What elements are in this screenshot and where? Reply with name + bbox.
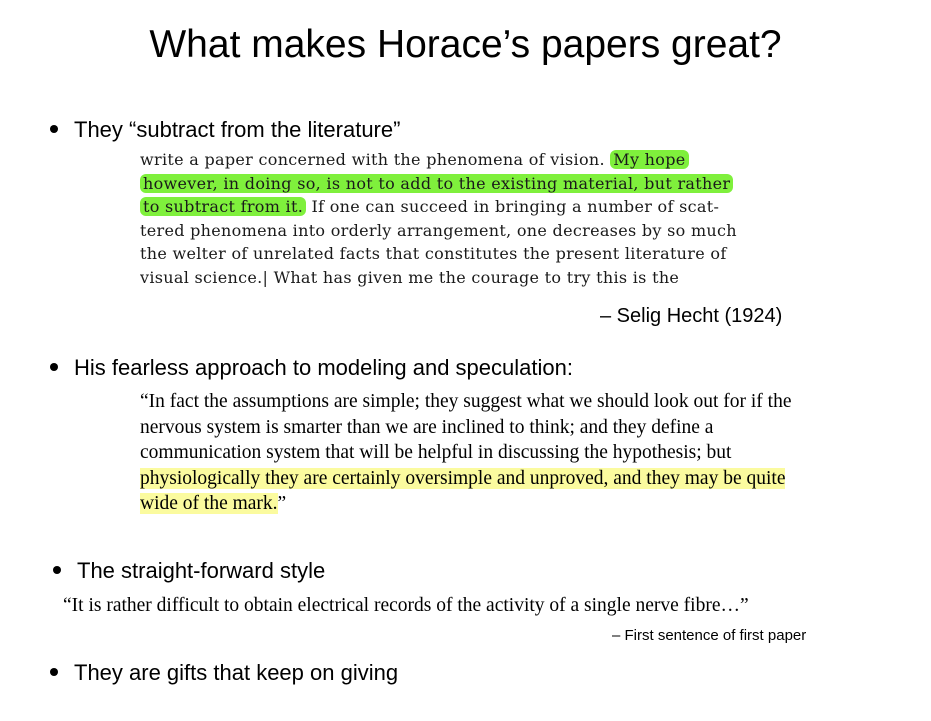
speculation-quote	[140, 389, 885, 517]
bullet-text: The straight-forward style	[77, 558, 326, 583]
quote-highlight: wide of the mark.	[140, 493, 278, 514]
excerpt-text: the welter of unrelated facts that constitutes the present literature of	[140, 244, 727, 263]
hecht-attribution: – Selig Hecht (1924)	[600, 305, 783, 327]
bullet-dot-icon	[50, 668, 58, 676]
quote-text: nervous system is smarter than we are inclined to think; and they define a	[140, 416, 714, 438]
excerpt-highlight: My hope	[610, 150, 688, 169]
bullet-speculation	[50, 355, 573, 381]
quote-text: “In fact the assumptions are simple; they suggest what we should look out for if the	[140, 391, 792, 412]
bullet-gifts	[50, 660, 398, 686]
bullet-text: They “subtract from the literature”	[74, 117, 401, 142]
bullet-subtract	[50, 117, 400, 143]
style-quote: “It is rather difficult to obtain electrical records of the activity of a single nerve fibre…”	[63, 595, 749, 616]
hecht-excerpt	[140, 148, 740, 288]
bullet-text: They are gifts that keep on giving	[74, 660, 399, 685]
style-attribution: – First sentence of first paper	[612, 627, 807, 644]
quote-text: communication system that will be helpful in discussing the hypothesis; but	[140, 442, 732, 463]
bullet-dot-icon	[50, 363, 58, 371]
quote-text: ”	[277, 493, 287, 514]
excerpt-text: tered phenomena into orderly arrangement, one decreases by so much	[140, 220, 737, 240]
bullet-style	[53, 558, 325, 584]
quote-highlight: physiologically they are certainly oversimple and unproved, and they may be quite	[140, 467, 786, 489]
slide-title: What makes Horace’s papers great?	[149, 23, 782, 66]
excerpt-highlight: however, in doing so, is not to add to the existing material, but rather	[140, 174, 733, 193]
bullet-dot-icon	[50, 125, 58, 133]
bullet-dot-icon	[53, 566, 61, 574]
excerpt-text: write a paper concerned with the phenomena of vision.	[140, 150, 605, 169]
excerpt-highlight: to subtract from it.	[140, 197, 306, 216]
excerpt-text: visual science.| What has given me the courage to try this is the	[140, 267, 680, 287]
bullet-text: His fearless approach to modeling and speculation:	[74, 355, 573, 380]
excerpt-text: If one can succeed in bringing a number of scat-	[306, 197, 720, 216]
